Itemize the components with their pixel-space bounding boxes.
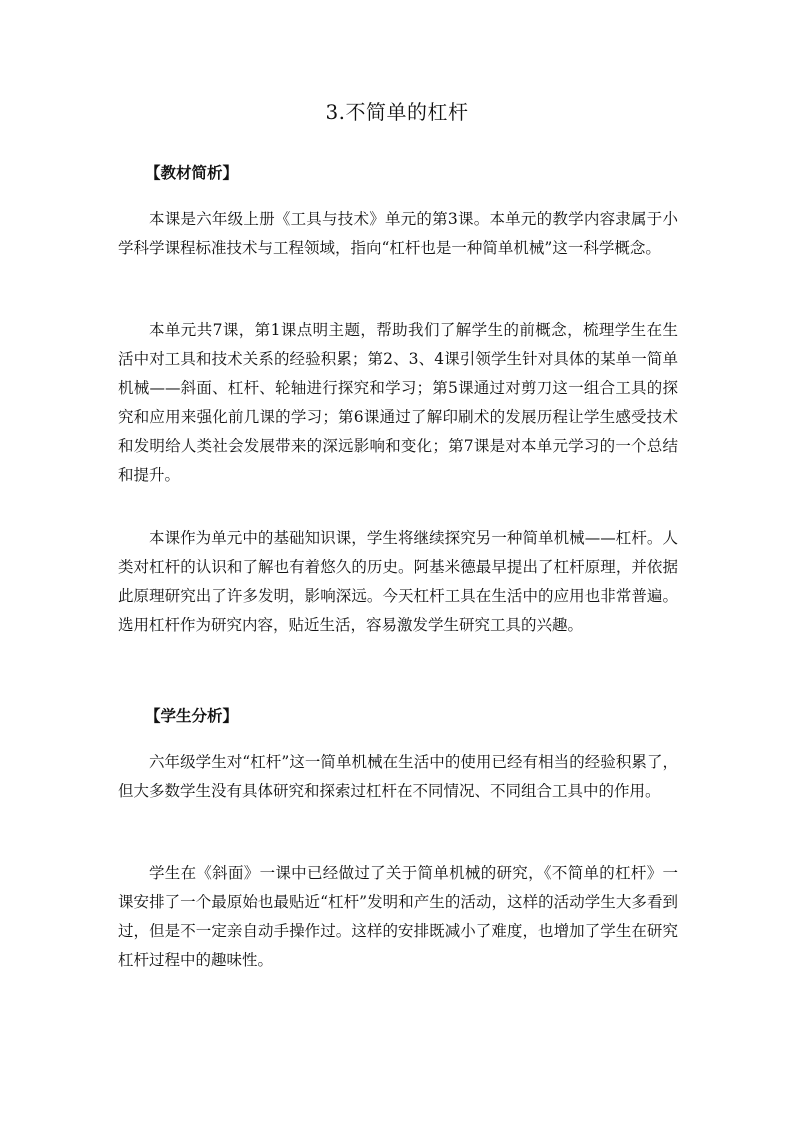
- paragraph-student-analysis-1: 六年级学生对“杠杆”这一简单机械在生活中的使用已经有相当的经验积累了，但大多数学生没有具体研究和探索过杠杆在不同情况、不同组合工具中的作用。: [118, 753, 678, 800]
- paragraph-textbook-analysis-2: 本单元共7课，第1课点明主题，帮助我们了解学生的前概念，梳理学生在生活中对工具和技术关系的经验积累；第2、3、4课引领学生针对具体的某单一简单机械——斜面、杠杆、轮轴进行探究和学习；第5课通过对剪刀这一组合工具的探究和应用来强化前几课的学习；第6课通过了解印刷术的发展历程让学生感受技术和发明给人类社会发展带来的深远影响和变化；第7课是对本单元学习的一个总结和提升。: [118, 321, 678, 484]
- section-heading-student-analysis: 【学生分析】: [145, 706, 239, 725]
- section-heading-textbook-analysis: 【教材简析】: [145, 163, 239, 182]
- paragraph-textbook-analysis-3: 本课作为单元中的基础知识课，学生将继续探究另一种简单机械——杠杆。人类对杠杆的认识和了解也有着悠久的历史。阿基米德最早提出了杠杆原理，并依据此原理研究出了许多发明，影响深远。今天杠杆工具在生活中的应用也非常普遍。选用杠杆作为研究内容，贴近生活，容易激发学生研究工具的兴趣。: [118, 529, 678, 634]
- paragraph-textbook-analysis-1: 本课是六年级上册《工具与技术》单元的第3课。本单元的教学内容隶属于小学科学课程标准技术与工程领域，指向“杠杆也是一种简单机械”这一科学概念。: [118, 210, 678, 257]
- paragraph-student-analysis-2: 学生在《斜面》一课中已经做过了关于简单机械的研究，《不简单的杠杆》一课安排了一个最原始也最贴近“杠杆”发明和产生的活动，这样的活动学生大多看到过，但是不一定亲自动手操作过。这样的安排既减小了难度，也增加了学生在研究杠杆过程中的趣味性。: [118, 864, 678, 969]
- page-title: 3.不简单的杠杆: [325, 100, 469, 124]
